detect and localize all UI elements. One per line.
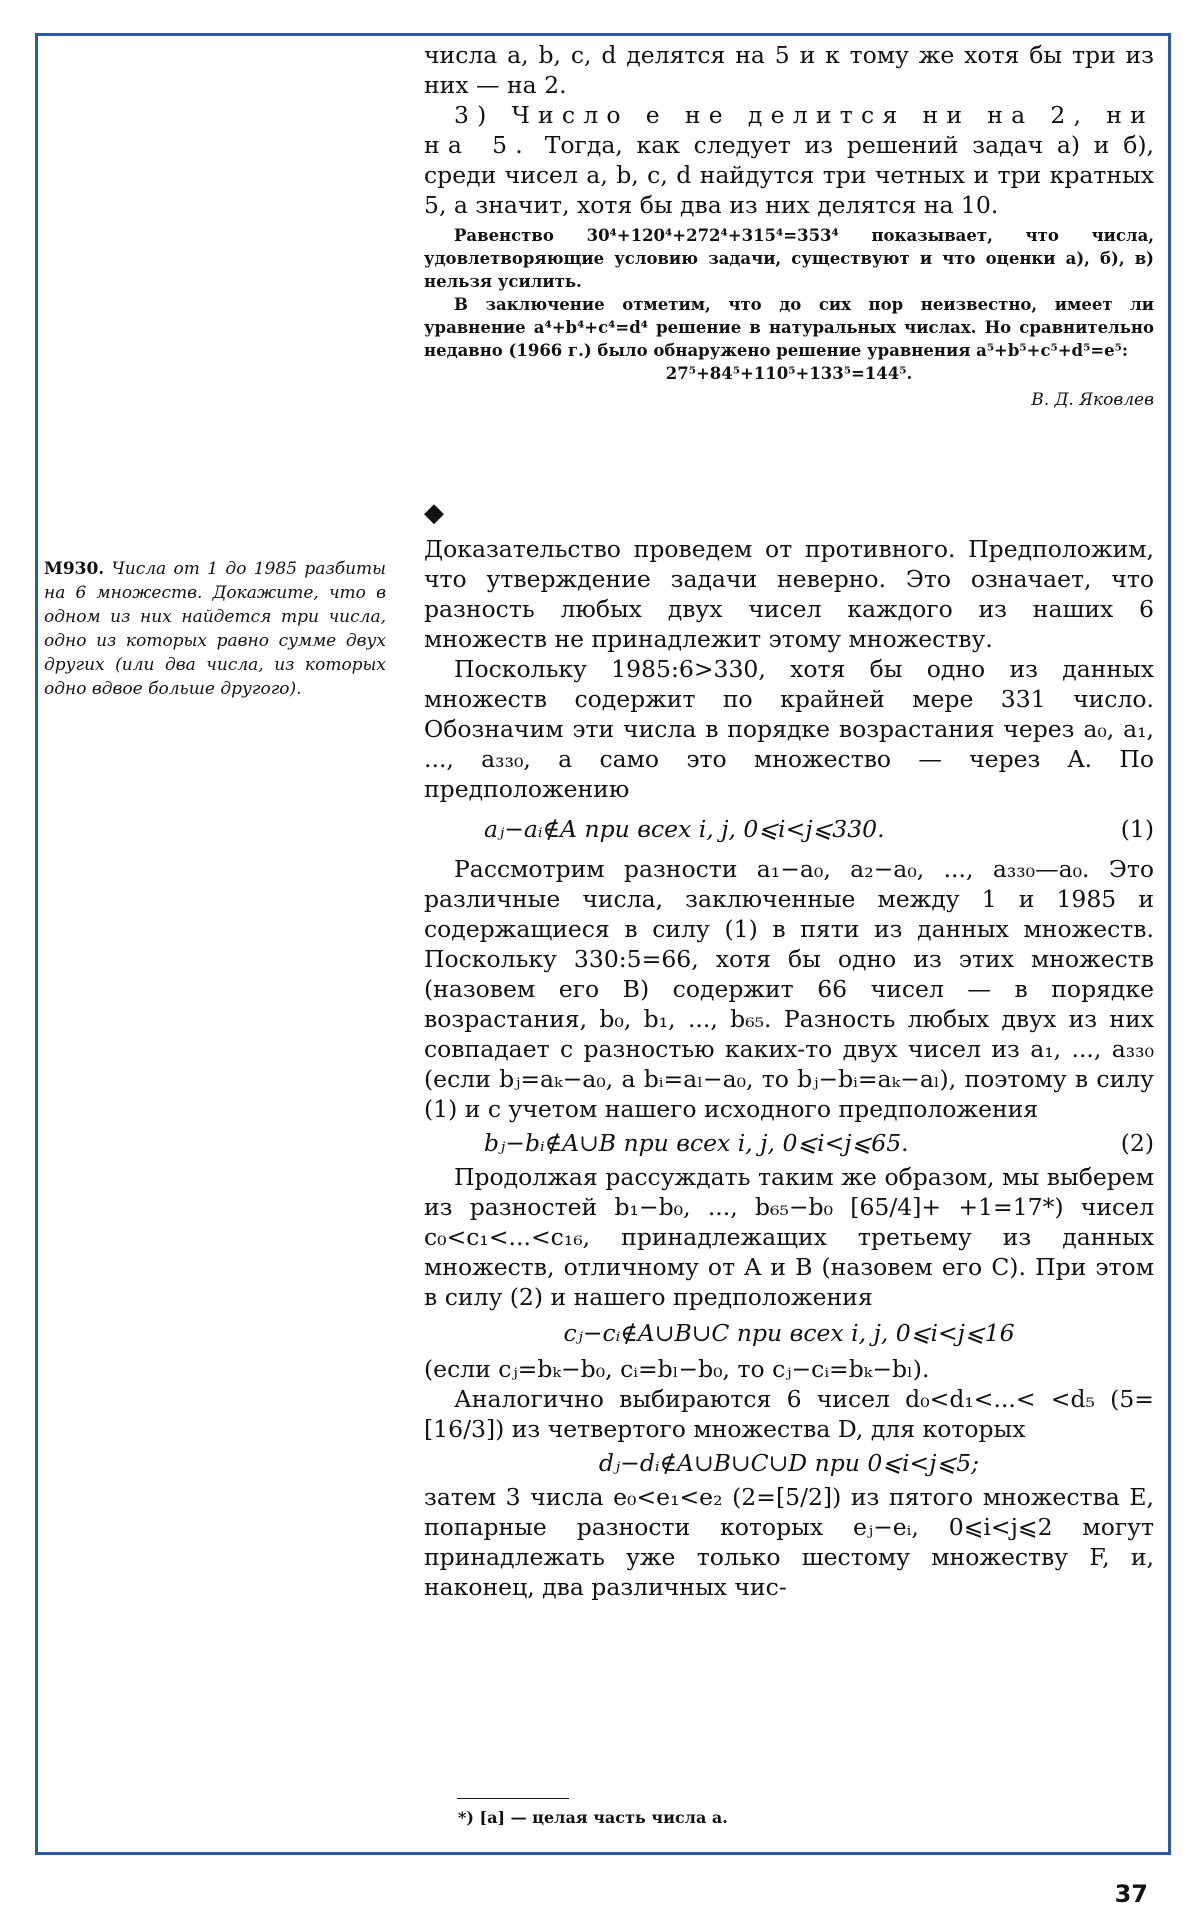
paragraph-7: затем 3 числа e₀<e₁<e₂ (2=[5/2]) из пятого множества E, попарные разности которых eⱼ−eᵢ, 0⩽i<j⩽2 могут принадлежать уже только шестому множеству F, и, наконец, два различных чис- [424,1483,1154,1601]
equation-4: dⱼ−dᵢ∉A∪B∪C∪D при 0⩽i<j⩽5; [598,1449,980,1477]
author-signature: В. Д. Яковлев [1031,390,1154,410]
paragraph-5: (если cⱼ=bₖ−b₀, cᵢ=bₗ−b₀, то cⱼ−cᵢ=bₖ−bₗ). [424,1355,930,1383]
case3-lead: 3) Число e не делится ни на 2, ни на 5. [424,101,1154,159]
footnote: *) [a] — целая часть числа a. [458,1808,728,1827]
top-section [424,40,1154,415]
problem-statement [44,557,386,701]
paragraph-3: Рассмотрим разности a₁−a₀, a₂−a₀, ..., a₃₃₀—a₀. Это различные числа, заключенные между 1 и 1985 и содержащиеся в силу (1) в пяти из данных множеств. Поскольку 330:5=66, хотя бы одно из этих множеств (назовем его B) содержит 66 чисел — в порядке возрастания, b₀, b₁, ..., b₆₅. Разность любых двух из них совпадает с разностью каких-то двух чисел из a₁, ..., a₃₃₀ (если bⱼ=aₖ−a₀, а bᵢ=aₗ−a₀, то bⱼ−bᵢ=aₖ−aₗ), поэтому в силу (1) и с учетом нашего исходного предположения [424,855,1154,1123]
solution [424,534,1154,1602]
equation-2 [424,1128,1154,1158]
problem-text: Числа от 1 до 1985 разбиты на 6 множеств. Докажите, что в одном из них найдется три числа, одно из которых равно сумме двух других (или два числа, из которых одно вдвое больше другого). [44,559,387,699]
note-conclusion: В заключение отметим, что до сих пор неизвестно, имеет ли уравнение a⁴+b⁴+c⁴=d⁴ решение в натуральных числах. Но сравнительно недавно (1966 г.) было обнаружено решение уравнения a⁵+b⁵+c⁵+d⁵=e⁵: [424,295,1154,360]
equation-2-body: bⱼ−bᵢ∉A∪B при всех i, j, 0⩽i<j⩽65. [484,1129,909,1157]
case3 [424,100,1154,220]
page-number: 37 [1114,1880,1148,1908]
paragraph-4: Продолжая рассуждать таким же образом, мы выберем из разностей b₁−b₀, ..., b₆₅−b₀ [65/4]+ +1=17*) чисел c₀<c₁<...<c₁₆, принадлежащих третьему из данных множеств, отличному от A и B (назовем его C). При этом в силу (2) и нашего предположения [424,1163,1154,1311]
equation-1-number: (1) [1120,815,1154,843]
equation-3: cⱼ−cᵢ∉A∪B∪C при всех i, j, 0⩽i<j⩽16 [563,1319,1015,1347]
equation-1-body: aⱼ−aᵢ∉A при всех i, j, 0⩽i<j⩽330. [484,815,885,843]
paragraph-2: Поскольку 1985:6>330, хотя бы одно из данных множеств содержит по крайней мере 331 число. Обозначим эти числа в порядке возрастания через a₀, a₁, ..., a₃₃₀, а само это множество — через A. По предположению [424,655,1154,803]
diamond-icon: ◆ [424,498,444,528]
equation-2-number: (2) [1120,1129,1154,1157]
top-line: числа a, b, c, d делятся на 5 и к тому же хотя бы три из них — на 2. [424,41,1154,99]
footnote-divider [457,1798,569,1799]
problem-label: M930. [44,559,105,579]
paragraph-6: Аналогично выбираются 6 чисел d₀<d₁<...< <d₅ (5=[16/3]) из четвертого множества D, для которых [424,1385,1154,1443]
note-equality: Равенство 30⁴+120⁴+272⁴+315⁴=353⁴ показывает, что числа, удовлетворяющие условию задачи, существуют и что оценки а), б), в) нельзя усилить. [424,226,1154,291]
paragraph-1: Доказательство проведем от противного. Предположим, что утверждение задачи неверно. Это означает, что разность любых двух чисел каждого из наших 6 множеств не принадлежит этому множеству. [424,535,1154,653]
notes [424,224,1154,385]
case3-rest: Тогда, как следует из решений задач а) и б), среди чисел a, b, c, d найдутся три четных и три кратных 5, а значит, хотя бы два из них делятся на 10. [424,131,1154,219]
formula-fifth-powers: 27⁵+84⁵+110⁵+133⁵=144⁵. [665,364,913,383]
equation-1 [424,814,1154,844]
